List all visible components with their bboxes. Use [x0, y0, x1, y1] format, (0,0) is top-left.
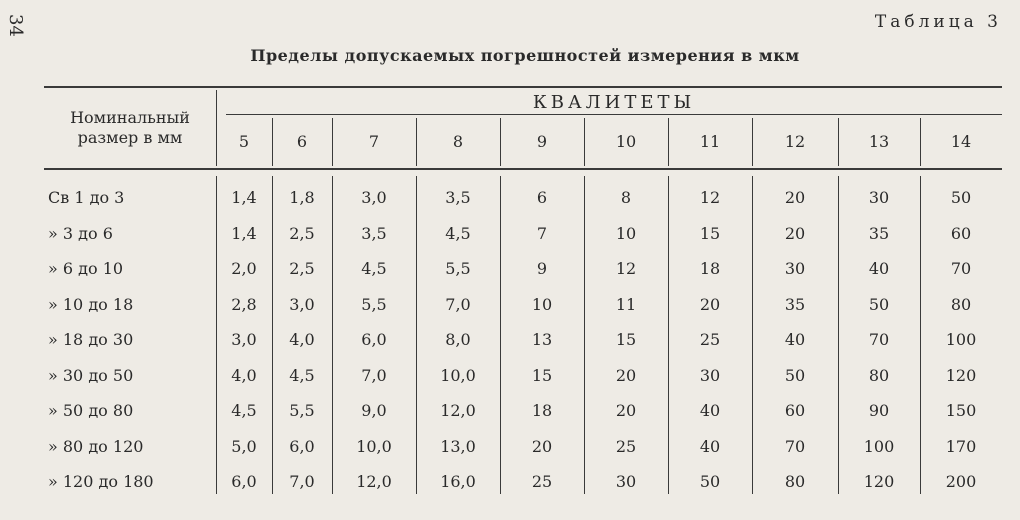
- table-cell: 170: [945, 436, 977, 456]
- table-cell: 12: [699, 188, 721, 207]
- table-title: Пределы допускаемых погрешностей измерения в мкм: [250, 46, 800, 65]
- table-cell: 20: [699, 294, 721, 314]
- table-cell: 50: [868, 294, 890, 314]
- table-cell: 200: [945, 472, 977, 491]
- table-cell: 40: [868, 259, 890, 278]
- row-size-label: » 80 до 120: [48, 436, 144, 456]
- row-size-label: » 120 до 180: [48, 472, 154, 491]
- col-divider-head: [920, 118, 921, 166]
- grade-header-8: 8: [452, 132, 464, 151]
- table-cell: 50: [784, 365, 806, 385]
- table-cell: 6,0: [361, 330, 387, 349]
- table-cell: 4,5: [289, 365, 315, 385]
- grade-header-7: 7: [368, 132, 380, 151]
- table-cell: 3,5: [445, 188, 471, 207]
- table-cell: 6: [536, 188, 548, 207]
- table-cell: 12,0: [356, 472, 392, 491]
- col-divider-body: [416, 176, 417, 494]
- table-cell: 5,0: [231, 436, 257, 456]
- col-divider-body: [838, 176, 839, 494]
- table-cell: 11: [615, 294, 637, 314]
- row-size-label: Св 1 до 3: [48, 188, 125, 207]
- table-cell: 30: [784, 259, 806, 278]
- table-cell: 100: [945, 330, 977, 349]
- table-cell: 120: [945, 365, 977, 385]
- table-label: Таблица 3: [874, 12, 1002, 32]
- table-cell: 70: [868, 330, 890, 349]
- table-cell: 16,0: [440, 472, 476, 491]
- col-divider-body: [752, 176, 753, 494]
- table-cell: 2,5: [289, 259, 315, 278]
- table-cell: 40: [784, 330, 806, 349]
- table-cell: 3,0: [289, 294, 315, 314]
- table-cell: 30: [868, 188, 890, 207]
- table-cell: 4,5: [231, 401, 257, 420]
- table-cell: 3,0: [231, 330, 257, 349]
- table-cell: 6,0: [231, 472, 257, 491]
- table-cell: 4,5: [361, 259, 387, 278]
- size-col-header-line1: Номинальный: [70, 108, 190, 127]
- col-divider-head: [216, 90, 217, 166]
- table-cell: 7,0: [361, 365, 387, 385]
- table-cell: 4,5: [445, 223, 471, 243]
- grade-header-5: 5: [238, 132, 250, 151]
- col-divider-body: [920, 176, 921, 494]
- table-cell: 70: [784, 436, 806, 456]
- table-cell: 4,0: [289, 330, 315, 349]
- table-cell: 6,0: [289, 436, 315, 456]
- col-divider-body: [584, 176, 585, 494]
- table-cell: 10,0: [440, 365, 476, 385]
- table-cell: 5,5: [289, 401, 315, 420]
- table-cell: 18: [531, 401, 553, 420]
- row-size-label: » 6 до 10: [48, 259, 124, 278]
- table-cell: 18: [699, 259, 721, 278]
- row-size-label: » 3 до 6: [48, 223, 113, 243]
- table-cell: 13,0: [440, 436, 476, 456]
- grade-header-11: 11: [699, 132, 721, 151]
- col-divider-body: [668, 176, 669, 494]
- table-cell: 4,0: [231, 365, 257, 385]
- table-cell: 35: [784, 294, 806, 314]
- table-cell: 35: [868, 223, 890, 243]
- table-cell: 70: [950, 259, 972, 278]
- table-cell: 1,4: [231, 223, 257, 243]
- grade-header-6: 6: [296, 132, 308, 151]
- row-size-label: » 18 до 30: [48, 330, 134, 349]
- table-cell: 20: [784, 188, 806, 207]
- table-cell: 5,5: [361, 294, 387, 314]
- table-cell: 20: [615, 401, 637, 420]
- table-cell: 30: [699, 365, 721, 385]
- table-cell: 10: [615, 223, 637, 243]
- table-cell: 50: [699, 472, 721, 491]
- table-cell: 40: [699, 401, 721, 420]
- table-cell: 5,5: [445, 259, 471, 278]
- table-cell: 10: [531, 294, 553, 314]
- table-cell: 3,0: [361, 188, 387, 207]
- size-col-header-line2: размер в мм: [77, 128, 183, 147]
- row-size-label: » 50 до 80: [48, 401, 134, 420]
- table-cell: 10,0: [356, 436, 392, 456]
- table-cell: 50: [950, 188, 972, 207]
- table-cell: 8: [620, 188, 632, 207]
- table-cell: 25: [615, 436, 637, 456]
- table-cell: 120: [863, 472, 895, 491]
- table-cell: 25: [699, 330, 721, 349]
- group-rule: [226, 114, 1002, 115]
- table-cell: 90: [868, 401, 890, 420]
- table-cell: 12: [615, 259, 637, 278]
- col-divider-head: [416, 118, 417, 166]
- table-cell: 30: [615, 472, 637, 491]
- table-cell: 80: [868, 365, 890, 385]
- table-cell: 1,8: [289, 188, 315, 207]
- table-cell: 12,0: [440, 401, 476, 420]
- grade-header-14: 14: [950, 132, 972, 151]
- table-cell: 7,0: [445, 294, 471, 314]
- table-cell: 9: [536, 259, 548, 278]
- table-cell: 8,0: [445, 330, 471, 349]
- table-cell: 2,8: [231, 294, 257, 314]
- col-divider-head: [584, 118, 585, 166]
- table-cell: 2,5: [289, 223, 315, 243]
- table-cell: 100: [863, 436, 895, 456]
- col-divider-head: [838, 118, 839, 166]
- grade-header-13: 13: [868, 132, 890, 151]
- table-cell: 13: [531, 330, 553, 349]
- header-rule: [44, 168, 1002, 170]
- table-cell: 15: [531, 365, 553, 385]
- table-cell: 60: [784, 401, 806, 420]
- grade-header-12: 12: [784, 132, 806, 151]
- table-cell: 25: [531, 472, 553, 491]
- table-cell: 15: [615, 330, 637, 349]
- col-divider-head: [500, 118, 501, 166]
- row-size-label: » 30 до 50: [48, 365, 134, 385]
- col-divider-body: [500, 176, 501, 494]
- col-divider-head: [668, 118, 669, 166]
- table-cell: 1,4: [231, 188, 257, 207]
- col-divider-head: [332, 118, 333, 166]
- table-cell: 40: [699, 436, 721, 456]
- table-cell: 20: [531, 436, 553, 456]
- table-cell: 7: [536, 223, 548, 243]
- col-divider-head: [752, 118, 753, 166]
- table-cell: 80: [950, 294, 972, 314]
- row-size-label: » 10 до 18: [48, 294, 134, 314]
- table-cell: 2,0: [231, 259, 257, 278]
- table-cell: 150: [945, 401, 977, 420]
- table-cell: 20: [615, 365, 637, 385]
- grade-header-10: 10: [615, 132, 637, 151]
- grade-header-9: 9: [536, 132, 548, 151]
- top-rule: [44, 86, 1002, 88]
- table-cell: 7,0: [289, 472, 315, 491]
- table-cell: 15: [699, 223, 721, 243]
- table-cell: 60: [950, 223, 972, 243]
- table-cell: 3,5: [361, 223, 387, 243]
- grades-group-header: КВАЛИТЕТЫ: [532, 92, 696, 113]
- table-cell: 20: [784, 223, 806, 243]
- table-cell: 9,0: [361, 401, 387, 420]
- page-number: 34: [5, 14, 26, 37]
- table-cell: 80: [784, 472, 806, 491]
